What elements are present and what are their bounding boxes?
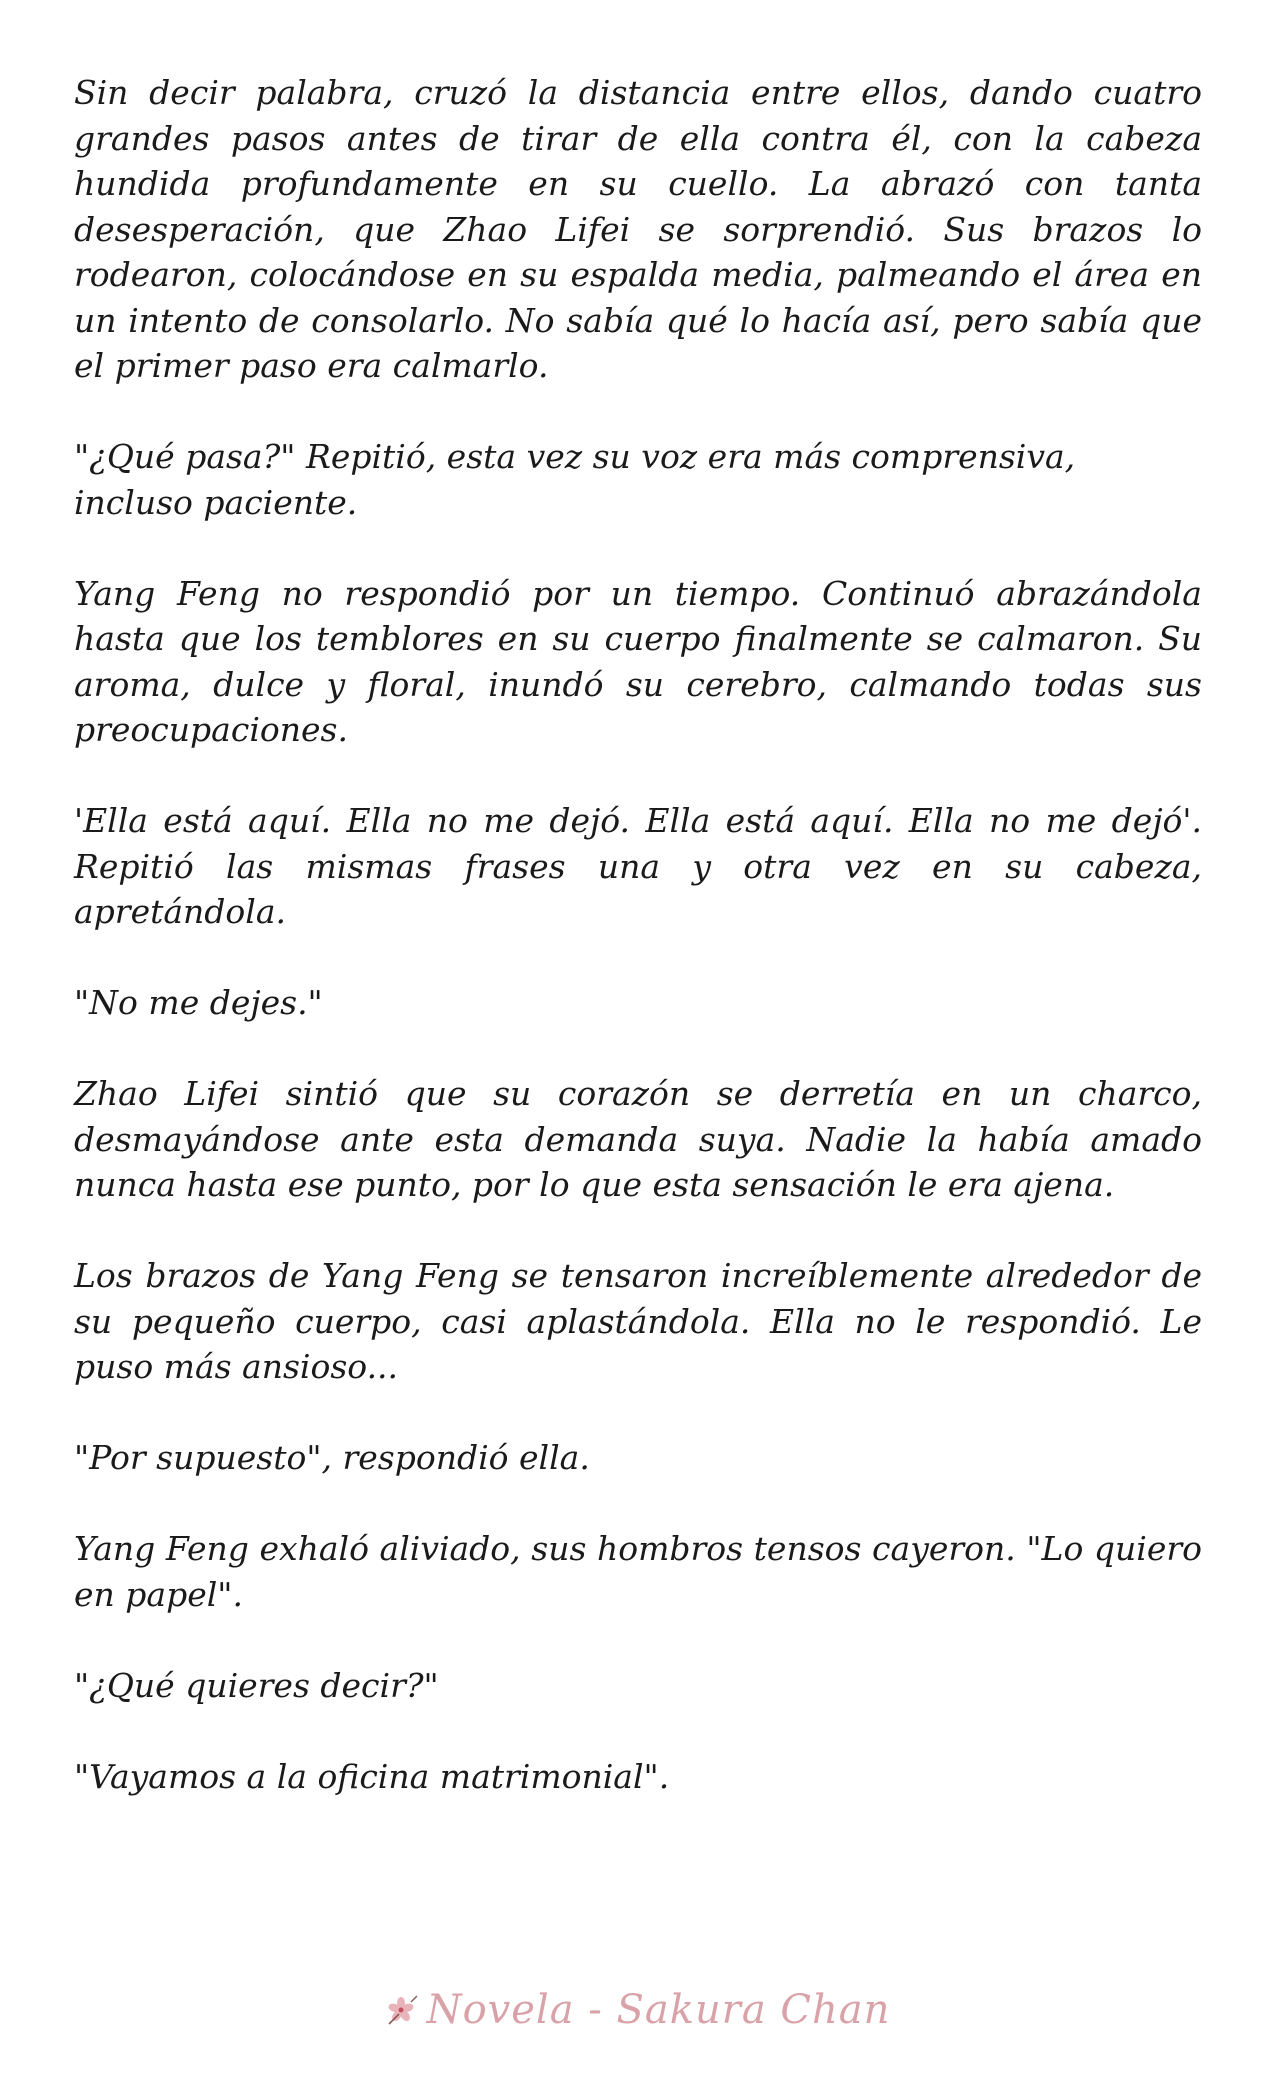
paragraph-9: Yang Feng exhaló aliviado, sus hombros tensos cayeron. "Lo quiero en papel". [74,1529,1202,1614]
paragraph-8: "Por supuesto", respondió ella. [74,1438,590,1477]
paragraph-2: "¿Qué pasa?" Repitió, esta vez su voz era más comprensiva, incluso paciente. [74,437,1076,522]
watermark [0,1980,1275,2040]
paragraph-5: "No me dejes." [74,983,323,1022]
story-text [74,70,1202,1845]
paragraph-3: Yang Feng no respondió por un tiempo. Continuó abrazándola hasta que los temblores en su cuerpo finalmente se calmaron. Su aroma, dulce y floral, inundó su cerebro, calmando todas sus preocupaciones. [74,573,1202,749]
sakura-flower-icon [385,1992,421,2028]
paragraph-1: Sin decir palabra, cruzó la distancia entre ellos, dando cuatro grandes pasos antes de tirar de ella contra él, con la cabeza hundida profundamente en su cuello. La abrazó con tanta desesperación, que Zhao Lifei se sorprendió. Sus brazos lo rodearon, colocándose en su espalda media, palmeando el área en un intento de consolarlo. No sabía qué lo hacía así, pero sabía que el primer paso era calmarlo. [74,73,1202,385]
paragraph-11: "Vayamos a la oficina matrimonial". [74,1756,670,1796]
paragraph-4: 'Ella está aquí. Ella no me dejó. Ella está aquí. Ella no me dejó'. Repitió las mismas frases una y otra vez en su cabeza, apretándola. [74,801,1202,931]
paragraph-10: "¿Qué quieres decir?" [74,1665,439,1705]
paragraph-6: Zhao Lifei sintió que su corazón se derretía en un charco, desmayándose ante esta demanda suya. Nadie la había amado nunca hasta ese punto, por lo que esta sensación le era ajena. [74,1074,1202,1204]
paragraph-7: Los brazos de Yang Feng se tensaron increíblemente alrededor de su pequeño cuerpo, casi aplastándola. Ella no le respondió. Le puso más ansioso... [74,1256,1202,1386]
watermark-text: Novela - Sakura Chan [426,1987,891,2033]
